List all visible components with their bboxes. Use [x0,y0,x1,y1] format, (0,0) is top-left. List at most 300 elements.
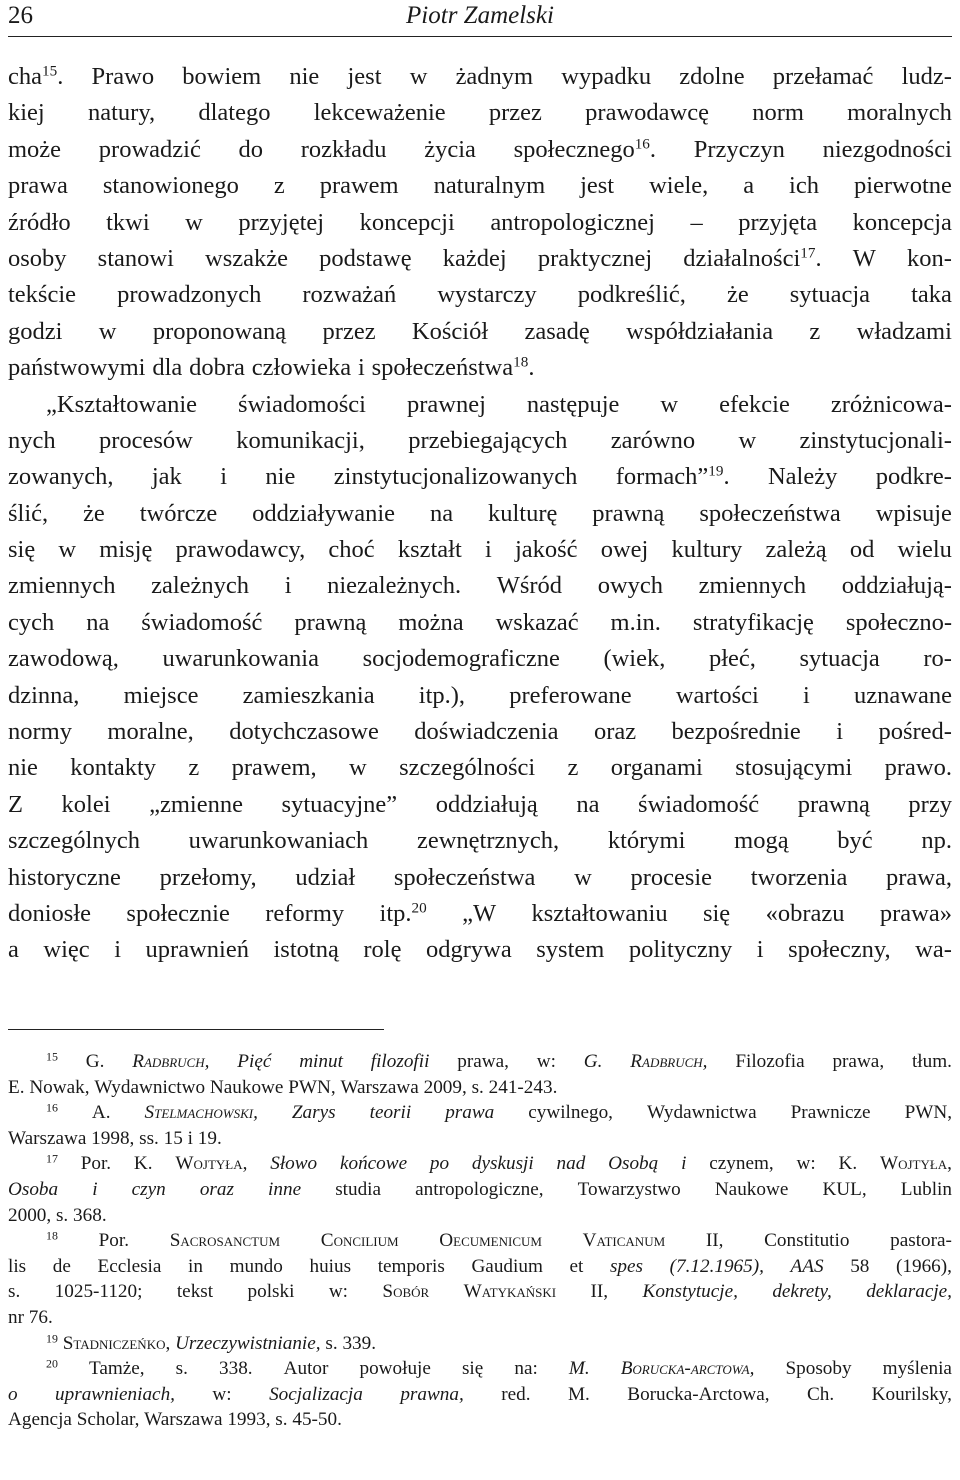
word: 19 [46,1330,58,1345]
word: (wiek, [603,645,666,673]
word: Scholar, [76,1409,140,1431]
footnote-line [8,1254,952,1280]
body-line [8,387,952,423]
word: PWN, [904,1102,952,1124]
word: udział [295,863,356,891]
word: czyn [131,1178,166,1200]
word: AAS [790,1255,824,1277]
word: społeczeństwa [393,863,536,891]
body-line [8,459,952,495]
word: stanowionego [102,172,239,200]
word: procesów [98,426,193,454]
word: więc [43,936,90,964]
word: w [185,208,203,236]
word: podkre- [875,463,952,491]
word: Urzeczywistnianie, [175,1332,321,1354]
word: owych [597,572,664,600]
word: społecznego$^{16}$. [513,135,657,163]
word: (7.12.1965), [669,1255,764,1277]
word: niezgodności [822,135,952,163]
word: KUL, [822,1178,867,1200]
word: zmiennych [698,572,807,600]
word: sytuacja [789,281,871,309]
word: w [738,426,757,454]
word: koncepcja [852,208,952,236]
word: itp.$^{20}$ [379,899,427,927]
footnotes [8,1049,952,1433]
word: W [852,244,876,272]
body-line [8,532,952,568]
word: system [536,936,605,964]
word: kontakty [70,754,157,782]
body-line [8,350,952,386]
word: Por. [98,1230,129,1252]
word: i [756,936,764,964]
word: prawodawcę [585,99,709,127]
word: działalności$^{17}$. [683,244,822,272]
word: lekceważenie [313,99,446,127]
word: 76. [28,1306,53,1328]
word: mundo [229,1255,283,1277]
word: rozważań [302,281,397,309]
footnote-line [8,1407,952,1433]
word: 45-50. [292,1409,342,1431]
word: historyczne [8,863,121,891]
body-line [8,241,952,277]
word: społeczeństwa$^{18}$. [371,353,535,382]
word: w [574,863,592,891]
word: prawna, [400,1383,464,1405]
word: organami [610,754,703,782]
word: efekcie [719,390,790,418]
word: bowiem [182,63,262,90]
word: uwarunkowaniach [188,827,369,855]
word: kon- [906,244,952,272]
word: i [187,1127,193,1149]
word: dotychczasowe [229,718,379,746]
word: 339. [342,1332,377,1354]
word: państwowymi [8,354,146,382]
body-line [8,896,952,932]
word: kultury [671,536,743,564]
word: o [8,1383,18,1405]
word: jest [580,172,615,200]
word: stosującymi [735,754,853,782]
word: stratyfikację [692,608,814,636]
word: kulturę [487,499,558,527]
word: zamieszkania [242,681,375,709]
word: na [86,608,110,636]
word: końcowe [339,1153,408,1175]
word: że [726,281,749,309]
word: bezpośrednie [671,718,801,746]
word: prawem [319,172,399,200]
word: i [284,572,292,600]
word: człowieka [251,354,352,382]
word: 18 [46,1228,58,1243]
word: «obrazu [765,899,845,927]
word: mogą [734,827,789,855]
word: niezależnych. [327,572,462,600]
word: tkwi [106,208,150,236]
body-line [8,95,952,131]
word: władzami [856,317,952,345]
word: rozkładu [300,135,387,163]
footnote-line [8,1203,952,1229]
word: Kourilsky, [871,1383,952,1405]
word: Warszawa [340,1076,419,1098]
word: taka [911,281,952,309]
word: natury, [87,99,156,127]
word: 17 [46,1151,58,1166]
body-line [8,860,952,896]
word: Sposoby [785,1358,852,1380]
word: uznawane [854,681,952,709]
word: (1966), [896,1255,952,1277]
word: Naukowe [714,1178,789,1200]
word: podkreślić, [577,281,686,309]
word: tekście [8,281,77,309]
body-line [8,496,952,532]
word: Przyczyn [693,135,785,163]
word: uprawnień [145,936,249,964]
word: prawa, [457,1051,509,1072]
word: i [681,1153,687,1175]
word: cych [8,608,55,636]
footnote-line [8,1177,952,1203]
word: itp.), [418,681,466,709]
word: może [8,135,62,163]
word: M. [568,1358,590,1380]
word: proponowaną [152,317,287,345]
footnote-line [8,1151,952,1177]
word: od [849,536,875,564]
word: każdej [442,244,507,272]
word: w [409,63,428,90]
word: zewnętrznych, [416,827,560,855]
word: II, [590,1281,609,1303]
word: w [660,390,679,418]
word: zowanych, [8,463,114,491]
word: Tamże, [88,1358,145,1380]
word: dlatego [198,99,271,127]
word: sytuacyjne” [281,790,398,818]
word: prawnej [406,390,486,418]
word: współdziałania [626,317,774,345]
word: prawa [445,1102,495,1124]
word: odgrywa [425,936,512,964]
word: antropologicznej [490,208,655,236]
word: godzi [8,317,63,345]
word: kiej [8,99,45,127]
word: Radbruch, [630,1051,708,1072]
body-line [8,205,952,241]
word: w: [796,1153,816,1175]
page-header [8,0,952,37]
word: przełomy, [159,863,257,891]
word: polski [247,1281,295,1303]
word: w [349,754,367,782]
word: prowadzonych [117,281,262,309]
word: G. [85,1051,105,1072]
body-line [8,932,952,968]
word: lis [8,1255,27,1277]
word: Osoba [8,1178,59,1200]
footnote-line [8,1279,952,1305]
word: Wydawnictwa [646,1102,757,1124]
word: oraz [199,1178,234,1200]
word: ślić, [8,499,49,527]
word: misję [99,536,153,564]
word: dla [152,354,183,382]
word: tekst [176,1281,214,1303]
word: Radbruch, [132,1051,210,1072]
word: choć [328,536,375,564]
word: w: [328,1281,349,1303]
word: życia [424,135,476,163]
word: zdolne [679,63,745,90]
word: Wśród [496,572,563,600]
word: ich [789,172,819,200]
word: na [576,790,600,818]
word: Prawnicze [790,1102,871,1124]
word: zarówno [610,426,696,454]
word: 1025-1120; [54,1281,143,1303]
word: zależnych [151,572,250,600]
word: oddziałują [435,790,538,818]
word: i [357,354,365,382]
word: Stadniczeńko, [62,1332,171,1354]
word: studia [335,1178,382,1200]
word: cha$^{15}$. [8,62,64,90]
word: zróżnicowa- [830,390,952,418]
word: preferowane [509,681,632,709]
word: być [837,827,873,855]
word: świadomość [638,790,760,818]
word: w: [212,1383,232,1405]
word: prawa, [886,863,952,891]
word: deklaracje, [866,1281,952,1303]
word: którymi [607,827,686,855]
word: dobra [189,354,245,382]
word: i [92,1178,98,1200]
word: się [8,536,36,564]
body-line [8,423,952,459]
word: i [803,681,810,709]
word: prawną [592,499,665,527]
word: np. [921,827,952,855]
word: K. [133,1153,153,1175]
word: Słowo [270,1153,318,1175]
word: de [52,1255,71,1277]
footnote-line [8,1075,952,1101]
word: oraz [593,718,637,746]
word: moralnych [847,99,952,127]
word: źródło [8,208,71,236]
word: temporis [377,1255,445,1277]
word: II, [705,1230,724,1252]
word: G. [583,1051,603,1072]
word: 338. [219,1358,253,1380]
word: Wojtyła, [879,1153,952,1175]
word: uprawnieniach, [55,1383,175,1405]
body-line [8,750,952,786]
word: et [569,1255,584,1277]
word: prawem, [231,754,317,782]
word: „zmienne [149,790,243,818]
word: przez [488,99,542,127]
word: do [238,135,264,163]
word: dyskusji [471,1153,534,1175]
word: Wydawnictwo [94,1076,206,1098]
word: Vaticanum [582,1230,666,1252]
word: Warszawa [8,1127,87,1149]
word: procesie [630,863,713,891]
word: wypadku [561,63,652,90]
word: 15 [46,1049,58,1064]
word: się [461,1358,484,1380]
word: 15 [163,1127,183,1149]
word: czynem, [709,1153,774,1175]
word: nr [8,1306,24,1328]
word: socjodemograficzne [362,645,560,673]
body-line [8,787,952,823]
word: nie [289,63,320,90]
word: wielu [897,536,952,564]
word: przyjęta [738,208,818,236]
body-line [8,714,952,750]
word: społeczeństwa [699,499,841,527]
word: 1993, [227,1409,271,1431]
word: „W [462,899,497,927]
word: doniosłe [8,899,92,927]
word: M. [567,1383,590,1405]
word: społeczny, [788,936,891,964]
word: Zarys [291,1102,336,1124]
word: in [188,1255,203,1277]
word: kształtowaniu [531,899,668,927]
word: Towarzystwo [577,1178,681,1200]
word: Socjalizacja [269,1383,363,1405]
footnote-separator [8,1029,384,1030]
word: Sacrosanctum [169,1230,281,1252]
word: s. [175,1358,188,1380]
word: filozofii [370,1051,430,1072]
word: praktycznej [537,244,653,272]
word: Watykański [463,1281,557,1303]
word: istotną [273,936,339,964]
word: i [836,718,844,746]
word: oddziałują- [841,572,952,600]
word: jakość [514,536,578,564]
word: na [429,499,454,527]
word: tworzenia [750,863,848,891]
word: normy [8,718,72,746]
word: następuje [526,390,620,418]
word: sytuacja [799,645,880,673]
word: s. [55,1204,69,1226]
word: wystarczy [437,281,537,309]
word: a [743,172,755,200]
word: pierwotne [853,172,952,200]
word: koncepcji [359,208,455,236]
word: szczególnych [8,827,140,855]
word: miejsce [123,681,199,709]
word: Gaudium [471,1255,543,1277]
word: zasadę [524,317,590,345]
word: przyjętej [238,208,325,236]
word: „Kształtowanie [46,390,198,418]
running-head-author: Piotr Zamelski [406,2,554,29]
word: s. [325,1332,338,1354]
word: norm [752,99,804,127]
footnote-line [8,1356,952,1382]
word: z [188,754,200,782]
word: Stelmachowski, [144,1102,258,1124]
word: 241-243. [488,1076,558,1098]
word: Borucka-Arctowa, [627,1383,770,1405]
word: nie [8,754,38,782]
word: przebiegających [408,426,568,454]
word: po [429,1153,450,1175]
word: powołuje [359,1358,431,1380]
word: prawną [294,608,367,636]
body-line [8,568,952,604]
word: Por. [80,1153,112,1175]
word: osoby [8,244,67,272]
word: jak [151,463,182,491]
word: reformy [265,899,345,927]
word: podstawę [319,244,412,272]
word: zależą [765,536,827,564]
word: Constitutio [764,1230,850,1252]
word: myślenia [882,1358,952,1380]
word: pastora- [890,1230,952,1252]
word: Autor [283,1358,329,1380]
body-line [8,132,952,168]
word: kształt [397,536,462,564]
word: uwarunkowania [162,645,319,673]
word: cywilnego, [528,1102,613,1124]
word: prawa, [832,1051,885,1072]
footnote-line [8,1228,952,1254]
word: Pięć [237,1051,272,1072]
word: moralne, [107,718,194,746]
word: polityczny [628,936,733,964]
word: m.in. [610,608,661,636]
body-line [8,168,952,204]
word: Prawo [91,63,155,90]
word: – [690,208,703,236]
body-line [8,823,952,859]
word: przy [908,790,952,818]
footnote-line [8,1382,952,1408]
body-line [8,641,952,677]
word: prowadzić [98,135,201,163]
word: A. [91,1102,111,1124]
footnote-line [8,1100,952,1126]
body-line [8,277,952,313]
word: antropologiczne, [415,1178,544,1200]
word: się [702,899,731,927]
word: szczególności [399,754,536,782]
word: żadnym [455,63,534,90]
word: Sobór [382,1281,430,1303]
body-line [8,605,952,641]
word: doświadczenia [414,718,559,746]
word: społecznie [126,899,230,927]
word: zmiennych [8,572,116,600]
